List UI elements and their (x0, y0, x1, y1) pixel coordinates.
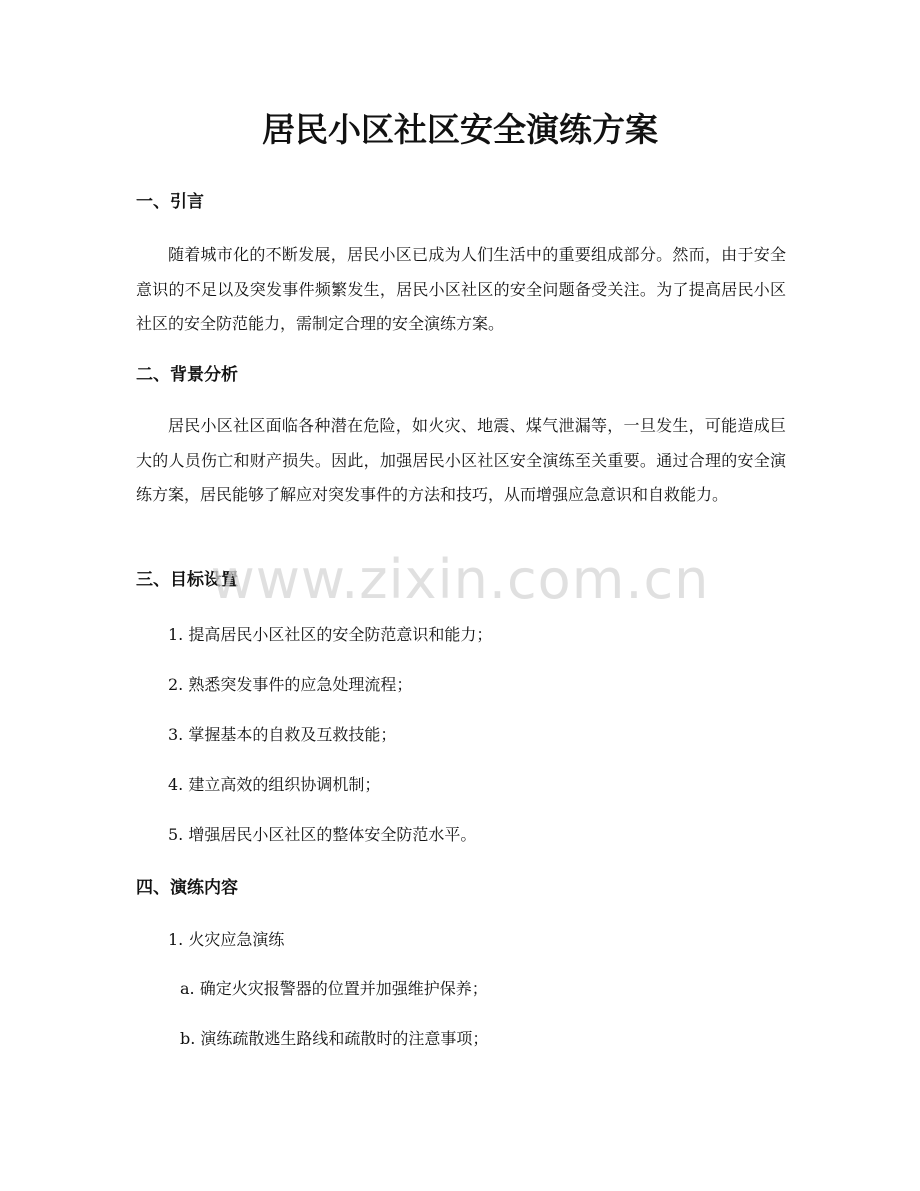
section-paragraph-introduction: 随着城市化的不断发展，居民小区已成为人们生活中的重要组成部分。然而，由于安全意识的不足以及突发事件频繁发生，居民小区社区的安全问题备受关注。为了提高居民小区社区的安全防范能力，需制定合理的安全演练方案。 (136, 245, 786, 333)
drill-sub-item: a. 确定火灾报警器的位置并加强维护保养； (180, 979, 488, 998)
watermark-text: www.zixin.com.cn (210, 548, 710, 611)
section-heading-goals: 三、目标设置 (136, 570, 238, 590)
drill-list-item: 1. 火灾应急演练 (168, 930, 285, 949)
section-heading-background: 二、背景分析 (136, 365, 238, 385)
section-heading-drill-content: 四、演练内容 (136, 878, 238, 898)
goal-list-item: 2. 熟悉突发事件的应急处理流程； (168, 675, 413, 694)
section-paragraph-background: 居民小区社区面临各种潜在危险，如火灾、地震、煤气泄漏等，一旦发生，可能造成巨大的人员伤亡和财产损失。因此，加强居民小区社区安全演练至关重要。通过合理的安全演练方案，居民能够了解应对突发事件的方法和技巧，从而增强应急意识和自救能力。 (136, 416, 786, 504)
drill-sub-item: b. 演练疏散逃生路线和疏散时的注意事项； (180, 1029, 489, 1048)
goal-list-item: 4. 建立高效的组织协调机制； (168, 775, 381, 794)
section-heading-introduction: 一、引言 (136, 192, 204, 212)
goal-list-item: 5. 增强居民小区社区的整体安全防范水平。 (168, 825, 477, 844)
page-title: 居民小区社区安全演练方案 (262, 110, 658, 149)
goal-list-item: 1. 提高居民小区社区的安全防范意识和能力； (168, 625, 493, 644)
goal-list-item: 3. 掌握基本的自救及互救技能； (168, 725, 397, 744)
